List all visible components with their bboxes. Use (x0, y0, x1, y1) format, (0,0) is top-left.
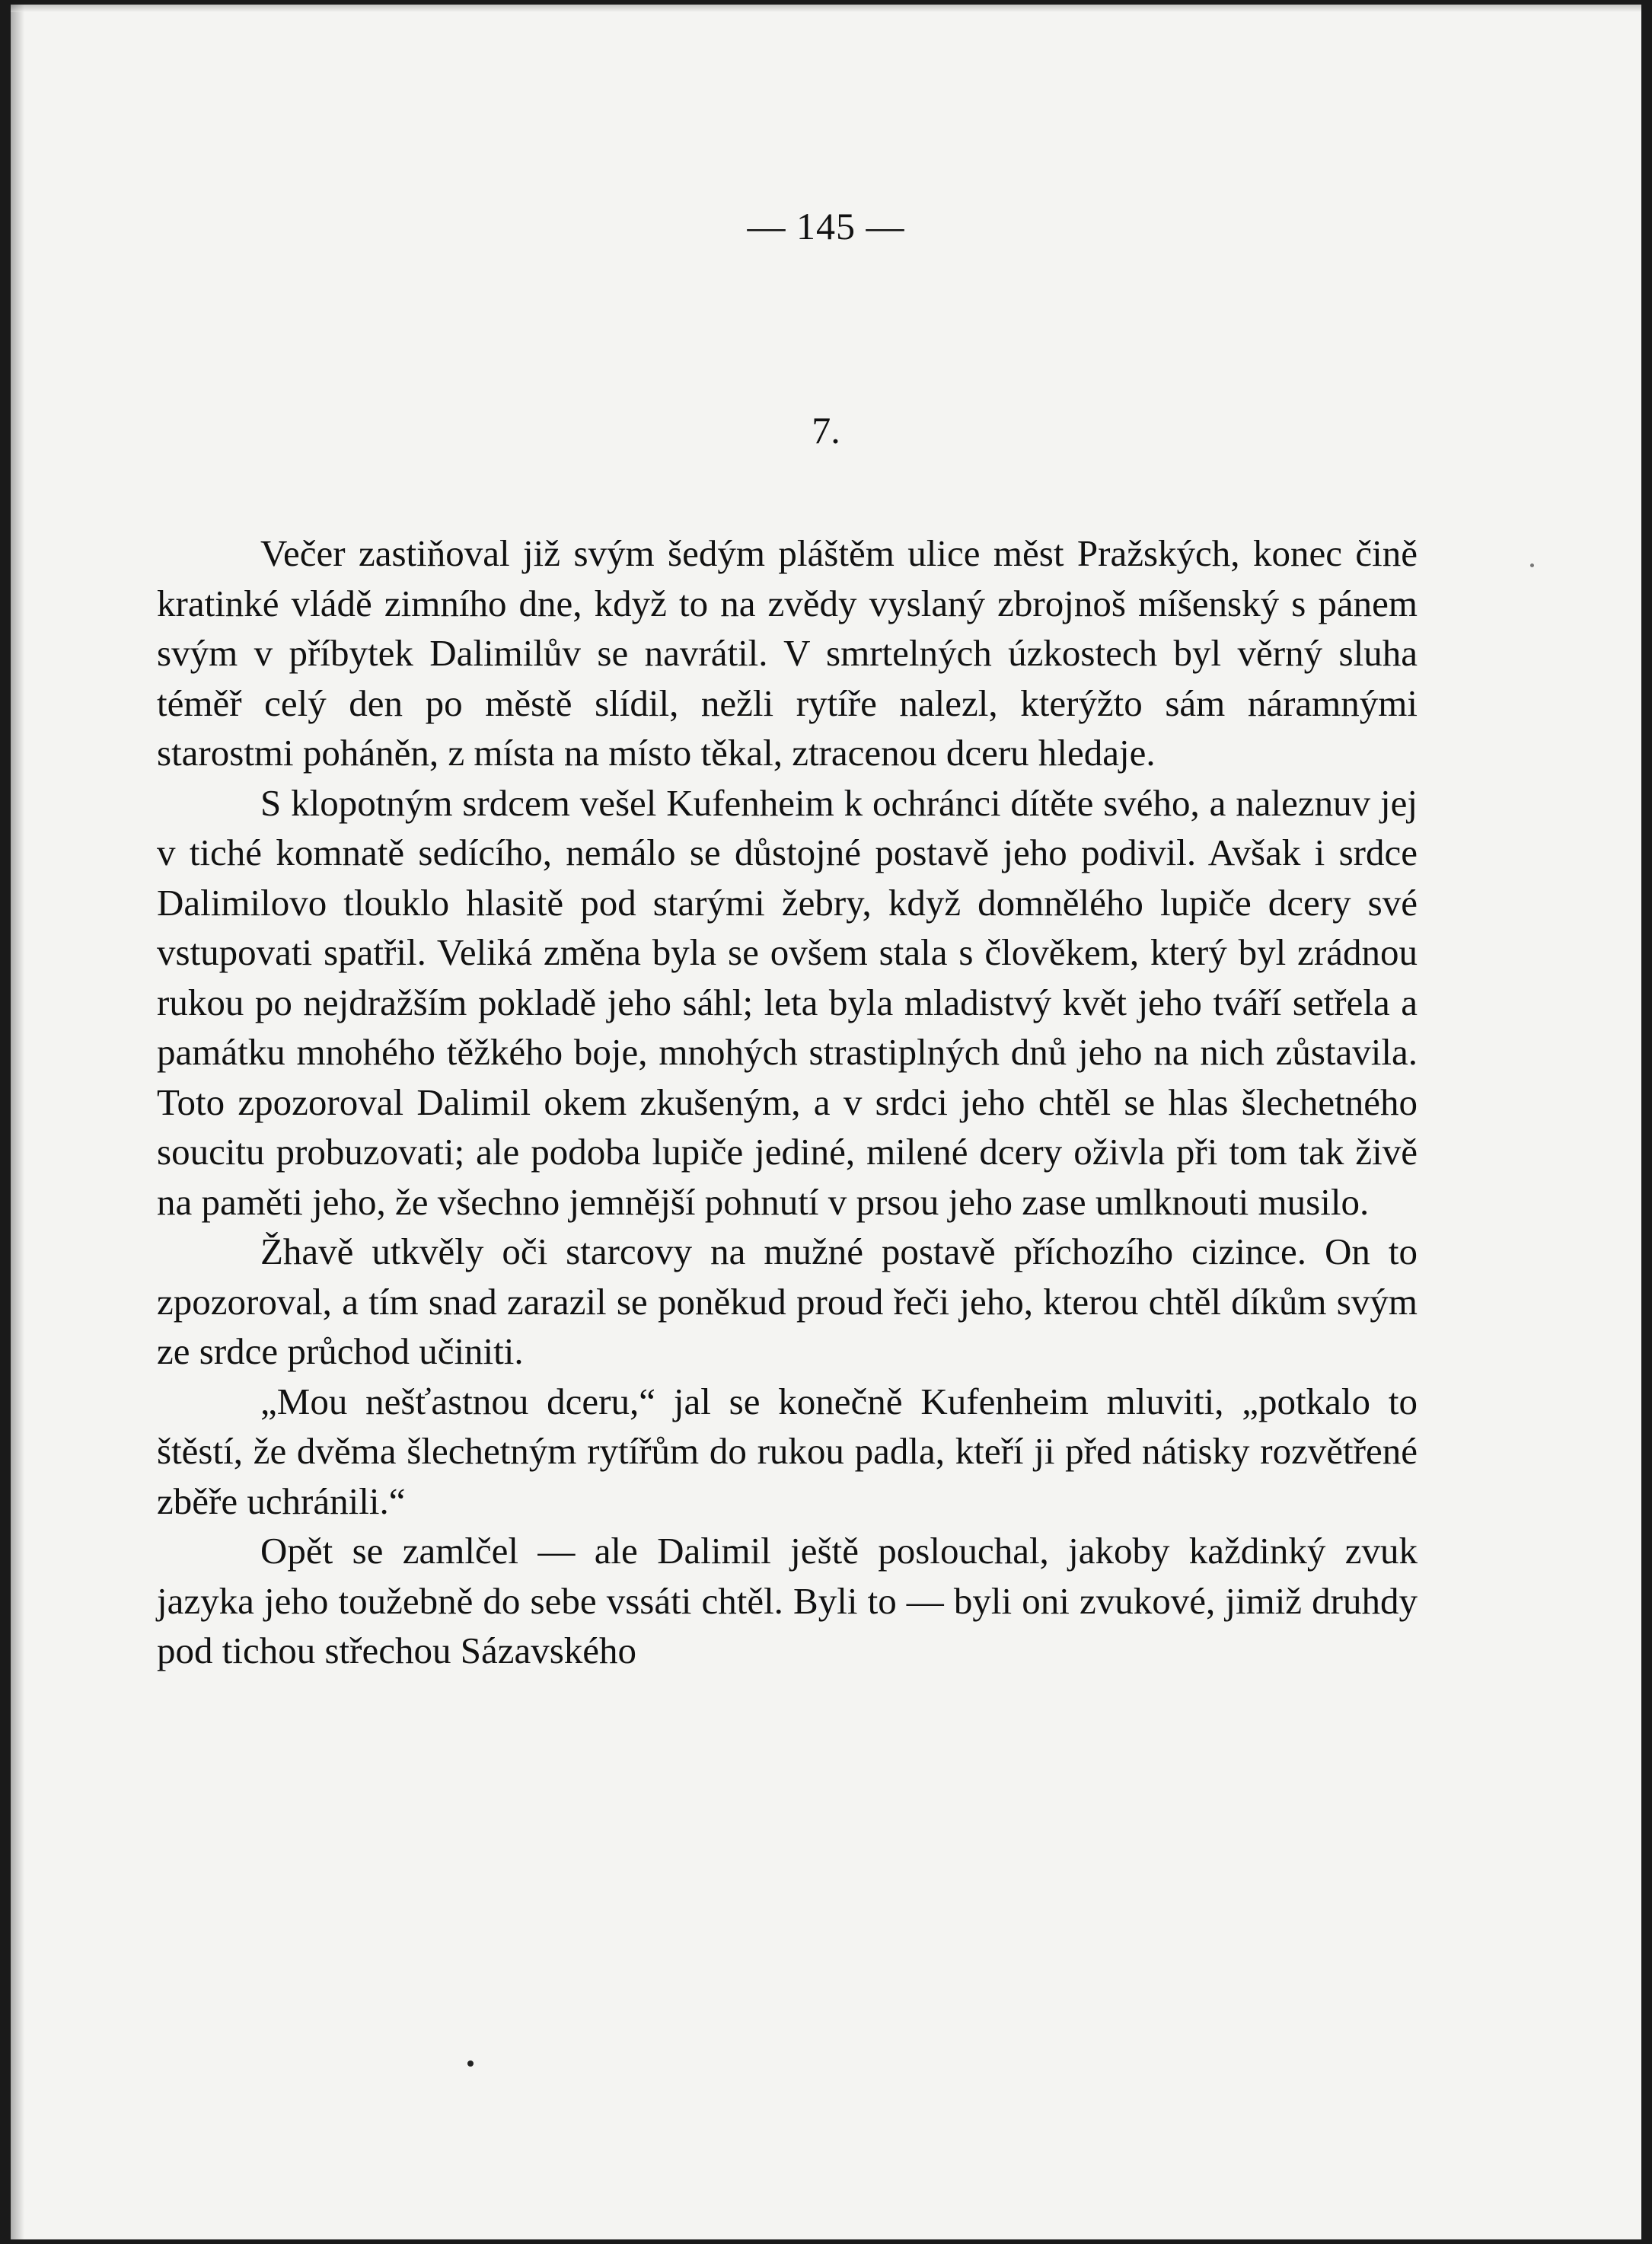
body-text (157, 528, 1418, 1676)
paragraph-1: Večer zastiňoval již svým šedým pláštěm ulice měst Pražských, konec čině kratinké vládě zimního dne, když to na zvědy vyslaný zbrojnoš míšenský s pánem svým v příbytek Dalimilův se navrátil. V smrtelných úzkostech byl věrný sluha téměř celý den po městě slídil, nežli rytíře nalezl, kterýžto sám náramnými starostmi poháněn, z místa na místo těkal, ztracenou dceru hledaje. (157, 532, 1418, 774)
ink-speck (1530, 563, 1534, 567)
paragraph-3: Žhavě utkvěly oči starcovy na mužné postavě příchozího cizince. On to zpozoroval, a tím snad zarazil se poněkud proud řeči jeho, kterou chtěl díkům svým ze srdce průchod učiniti. (157, 1231, 1418, 1372)
scan-edge-top (11, 5, 1641, 12)
chapter-number: 7. (812, 409, 840, 452)
page-number: — 145 — (747, 205, 905, 247)
paragraph-4: „Mou nešťastnou dceru,“ jal se konečně Kufenheim mluviti, „potkalo to štěstí, že dvěma šlechetným rytířům do rukou padla, kteří ji před nátisky rozvětřené zběře uchránili.“ (157, 1380, 1418, 1522)
book-page (11, 5, 1641, 2239)
paragraph-2: S klopotným srdcem vešel Kufenheim k ochránci dítěte svého, a naleznuv jej v tiché komnatě sedícího, nemálo se důstojné postavě jeho podivil. Avšak i srdce Dalimilovo tlouklo hlasitě pod starými žebry, když domnělého lupiče dcery své vstupovati spatřil. Veliká změna byla se ovšem stala s člověkem, který byl zrádnou rukou po nejdražším pokladě jeho sáhl; leta byla mladistvý květ jeho tváří setřela a památku mnohého těžkého boje, mnohých strastiplných dnů jeho na nich zůstavila. Toto zpozoroval Dalimil okem zkušeným, a v srdci jeho chtěl se hlas šlechetného soucitu probuzovati; ale podoba lupiče jediné, milené dcery oživla při tom tak živě na paměti jeho, že všechno jemnější pohnutí v prsou jeho zase umlknouti musilo. (157, 781, 1418, 1223)
paragraph-5: Opět se zamlčel — ale Dalimil ještě poslouchal, jakoby každinký zvuk jazyka jeho toužebně do sebe vssáti chtěl. Byli to — byli oni zvukové, jimiž druhdy pod tichou střechou Sázavského (157, 1530, 1418, 1671)
scan-edge-left (11, 5, 24, 2239)
ink-speck (467, 2060, 474, 2067)
